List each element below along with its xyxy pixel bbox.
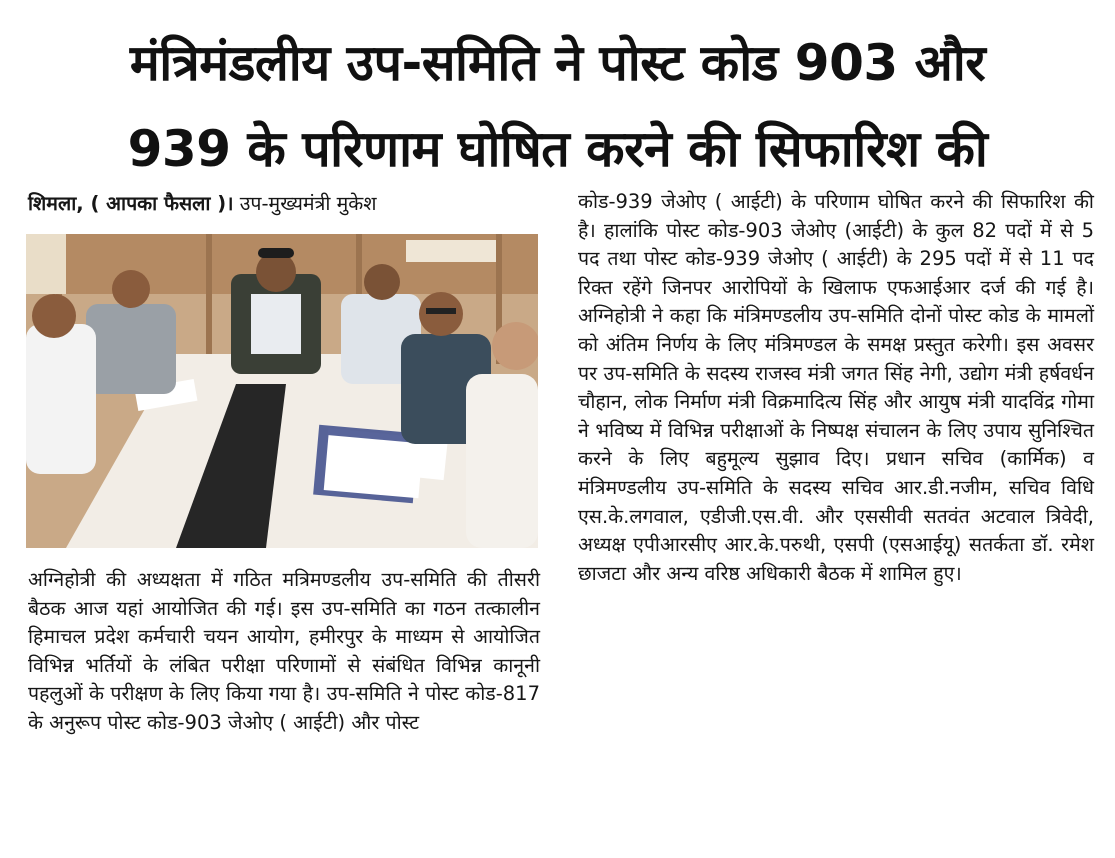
- window-light: [26, 234, 66, 294]
- dateline-lead: उप-मुख्यमंत्री मुकेश: [233, 192, 377, 215]
- dateline-place: शिमला, ( आपका फैसला )।: [28, 192, 234, 215]
- headline-line-2: 939 के परिणाम घोषित करने की सिफारिश की: [127, 120, 988, 178]
- dateline: [28, 190, 540, 219]
- article-body-right: कोड-939 जेओए ( आईटी) के परिणाम घोषित करने की सिफारिश की है। हालांकि पोस्ट कोड-903 जेओए (आईटी) के कुल 82 पदों में से 5 पद तथा पोस्ट कोड-939 जेओए ( आईटी) के 295 पदों में से 11 पद रिक्त रहेंगे जिनपर आरोपियों के खिलाफ एफआईआर दर्ज की गई है।अग्निहोत्री ने कहा कि मंत्रिमण्डलीय उप-समिति दोनों पोस्ट कोड के मामलों को अंतिम निर्णय के लिए मंत्रिमण्डल के समक्ष प्रस्तुत करेगी। इस अवसर पर उप-समिति के सदस्य राजस्व मंत्री जगत सिंह नेगी, उद्योग मंत्री हर्षवर्धन चौहान, लोक निर्माण मंत्री विक्रमादित्य सिंह और आयुष मंत्री यादविंद्र गोमा ने भविष्य में विभिन्न परीक्षाओं के निष्पक्ष संचालन के लिए उपाय सुनिश्चित करने के लिए बहुमूल्य सुझाव दिए। प्रधान सचिव (कार्मिक) व मंत्रिमण्डलीय उप-समिति के सदस्य सचिव आर.डी.नजीम, सचिव विधि एस.के.लगवाल, एडीजी.एस.वी. और एससीवी सतवंत अटवाल त्रिवेदी, अध्यक्ष एपीआरसीए आर.के.परुथी, एसपी (एसआईयू) सतर्कता डॉ. रमेश छाजटा और अन्य वरिष्ठ अधिकारी बैठक में शामिल हुए।: [578, 190, 1094, 585]
- wall-plaque: [406, 240, 496, 262]
- meeting-photo-illustration: [26, 234, 538, 548]
- headline-line-1: मंत्रिमंडलीय उप-समिति ने पोस्ट कोड 903 और: [129, 34, 986, 92]
- article-body-left: अग्निहोत्री की अध्यक्षता में गठित मत्रिमण्डलीय उप-समिति की तीसरी बैठक आज यहां आयोजित की गई। इस उप-समिति का गठन तत्कालीन हिमाचल प्रदेश कर्मचारी चयन आयोग, हमीरपुर के माध्यम से आयोजित विभिन्न भर्तियों के लंबित परीक्षा परिणामों से संबंधित विभिन्न कानूनी पहलुओं के परीक्षण के लिए किया गया है। उप-समिति ने पोस्ट कोड-817 के अनुरूप पोस्ट कोड-903 जेओए ( आईटी) और पोस्ट: [28, 568, 540, 734]
- meeting-photo: [26, 234, 538, 548]
